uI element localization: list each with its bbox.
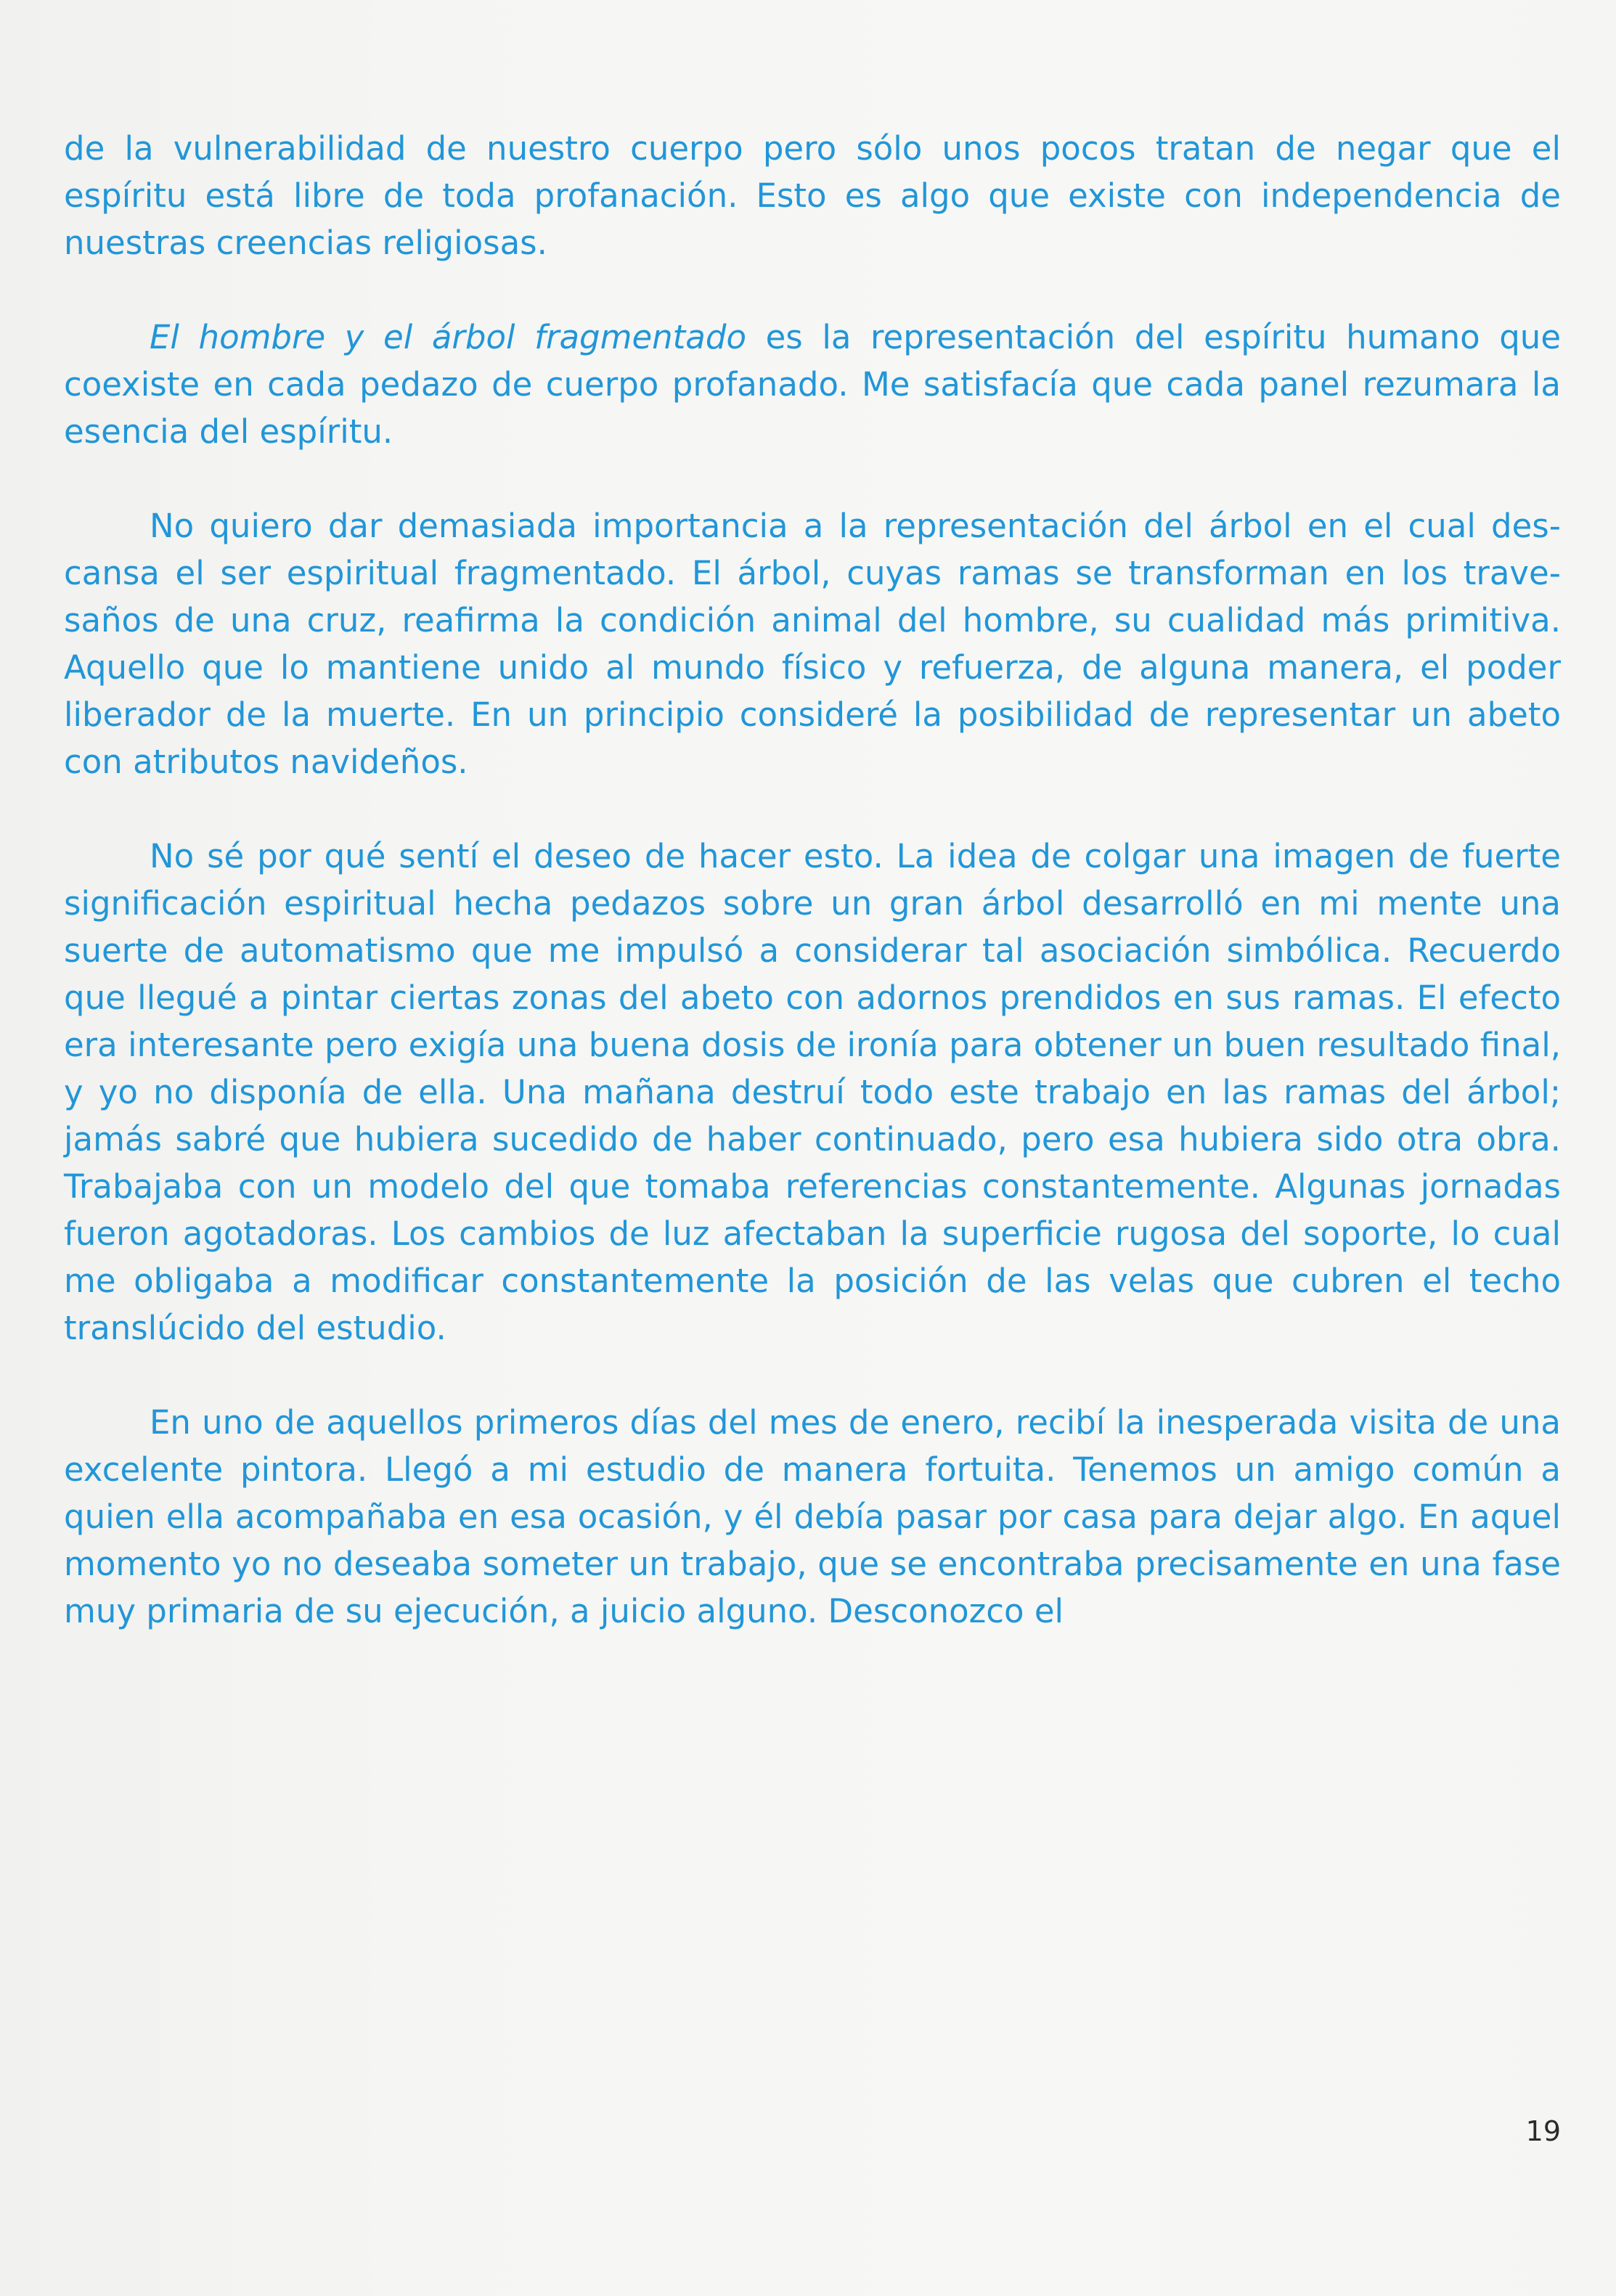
paragraph: El hombre y el árbol fragmentado es la representación del espíritu humano que coexiste en cada pedazo de cuerpo profanado. Me satisfacía que cada panel rezumara la esencia del espíritu.	[64, 318, 1562, 451]
paragraph: No quiero dar demasiada importancia a la representación del árbol en el cual descansa el ser espiritual fragmentado. El árbol, cuyas ramas se transforman en los travesaños de una cruz, reafirma la condición animal del hombre, su cualidad más primitiva. Aquello que lo mantiene unido al mundo físico y refuerza, de alguna manera, el poder liberador de la muerte. En un principio consideré la posibilidad de representar un abeto con atributos navideños.	[64, 507, 1561, 781]
paragraph: En uno de aquellos primeros días del mes de enero, recibí la inesperada visita de una excelente pintora. Llegó a mi estudio de manera fortuita. Tenemos un amigo común a quien ella acompañaba en esa ocasión, y él debía pasar por casa para dejar algo. En aquel momento yo no deseaba someter un trabajo, que se encontraba precisamente en una fase muy primaria de su ejecución, a juicio alguno. Desconozco el	[64, 1403, 1561, 1630]
page-number: 19	[1525, 2115, 1561, 2147]
body-text	[64, 125, 1561, 1635]
artwork-title: El hombre y el árbol fragmentado	[150, 318, 746, 356]
paragraph: de la vulnerabilidad de nuestro cuerpo pero sólo unos pocos tratan de negar que el espíritu está libre de toda profanación. Esto es algo que existe con independencia de nuestras creencias religiosas.	[64, 129, 1561, 262]
paragraph: No sé por qué sentí el deseo de hacer esto. La idea de colgar una imagen de fuerte significación espiritual hecha pedazos sobre un gran árbol desarrolló en mi mente una suerte de automatismo que me impulsó a considerar tal asociación simbólica. Recuerdo que llegué a pintar ciertas zonas del abeto con adornos prendidos en sus ramas. El efecto era interesante pero exigía una buena dosis de ironía para obtener un buen resultado final, y yo no disponía de ella. Una mañana destruí todo este trabajo en las ramas del árbol; jamás sabré que hubiera sucedido de haber continuado, pero esa hubiera sido otra obra. Trabajaba con un modelo del que tomaba referencias constantemente. Algunas jornadas fueron agotadoras. Los cambios de luz afectaban la superficie rugosa del soporte, lo cual me obligaba a modificar constantemente la posición de las velas que cubren el techo translúcido del estudio.	[64, 837, 1561, 1347]
